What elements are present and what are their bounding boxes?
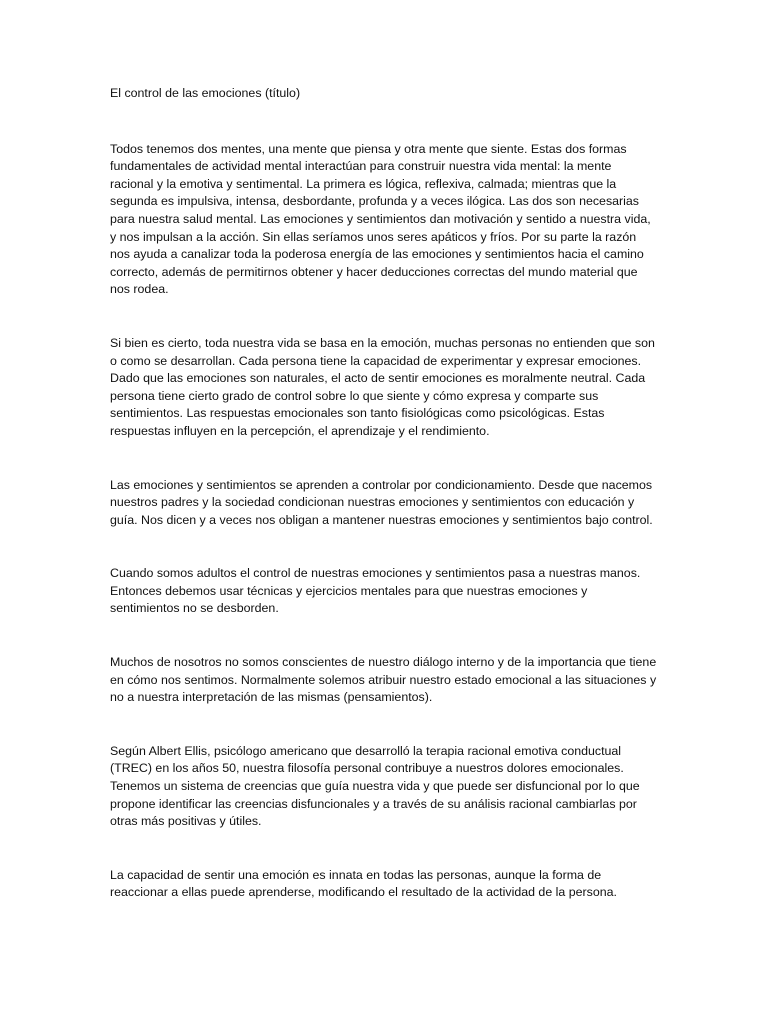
paragraph-4: Cuando somos adultos el control de nuestras emociones y sentimientos pasa a nuestras manos. Entonces debemos usar técnicas y ejercicios mentales para que nuestras emociones y sentimientos no se desborden. [110,566,641,616]
paragraph-1: Todos tenemos dos mentes, una mente que piensa y otra mente que siente. Estas dos formas fundamentales de actividad mental interactúan para construir nuestra vida mental: la mente racional y la emotiva y sentimental. La primera es lógica, reflexiva, calmada; mientras que la segunda es impulsiva, intensa, desbordante, profunda y a veces ilógica. Las dos son necesarias para nuestra salud mental. Las emociones y sentimientos dan motivación y sentido a nuestra vida, y nos impulsan a la acción. Sin ellas seríamos unos seres apáticos y fríos. Por su parte la razón nos ayuda a canalizar toda la poderosa energía de las emociones y sentimientos hacia el camino correcto, además de permitirnos obtener y hacer deducciones correctas del mundo material que nos rodea. [110,141,651,297]
paragraph-6: Según Albert Ellis, psicólogo americano que desarrolló la terapia racional emotiva conductual (TREC) en los años 50, nuestra filosofía personal contribuye a nuestros dolores emocionales. Tenemos un sistema de creencias que guía nuestra vida y que puede ser disfuncional por lo que propone identificar las creencias disfuncionales y a través de su análisis racional cambiarlas por otras más positivas y útiles. [110,743,640,829]
document-title: El control de las emociones (título) [110,86,301,100]
paragraph-7: La capacidad de sentir una emoción es innata en todas las personas, aunque la forma de reaccionar a ellas puede aprenderse, modificando el resultado de la actividad de la persona. [110,867,617,900]
paragraph-2: Si bien es cierto, toda nuestra vida se basa en la emoción, muchas personas no entienden que son o como se desarrollan. Cada persona tiene la capacidad de experimentar y expresar emociones. Dado que las emociones son naturales, el acto de sentir emociones es moralmente neutral. Cada persona tiene cierto grado de control sobre lo que siente y cómo expresa y comparte sus sentimientos. Las respuestas emocionales son tanto fisiológicas como psicológicas. Estas respuestas influyen en la percepción, el aprendizaje y el rendimiento. [110,335,655,438]
paragraph-5: Muchos de nosotros no somos conscientes de nuestro diálogo interno y de la importancia que tiene en cómo nos sentimos. Normalmente solemos atribuir nuestro estado emocional a las situaciones y no a nuestra interpretación de las mismas (pensamientos). [110,655,657,705]
paragraph-3: Las emociones y sentimientos se aprenden a controlar por condicionamiento. Desde que nacemos nuestros padres y la sociedad condicionan nuestras emociones y sentimientos con educación y guía. Nos dicen y a veces nos obligan a mantener nuestras emociones y sentimientos bajo control. [110,477,653,527]
